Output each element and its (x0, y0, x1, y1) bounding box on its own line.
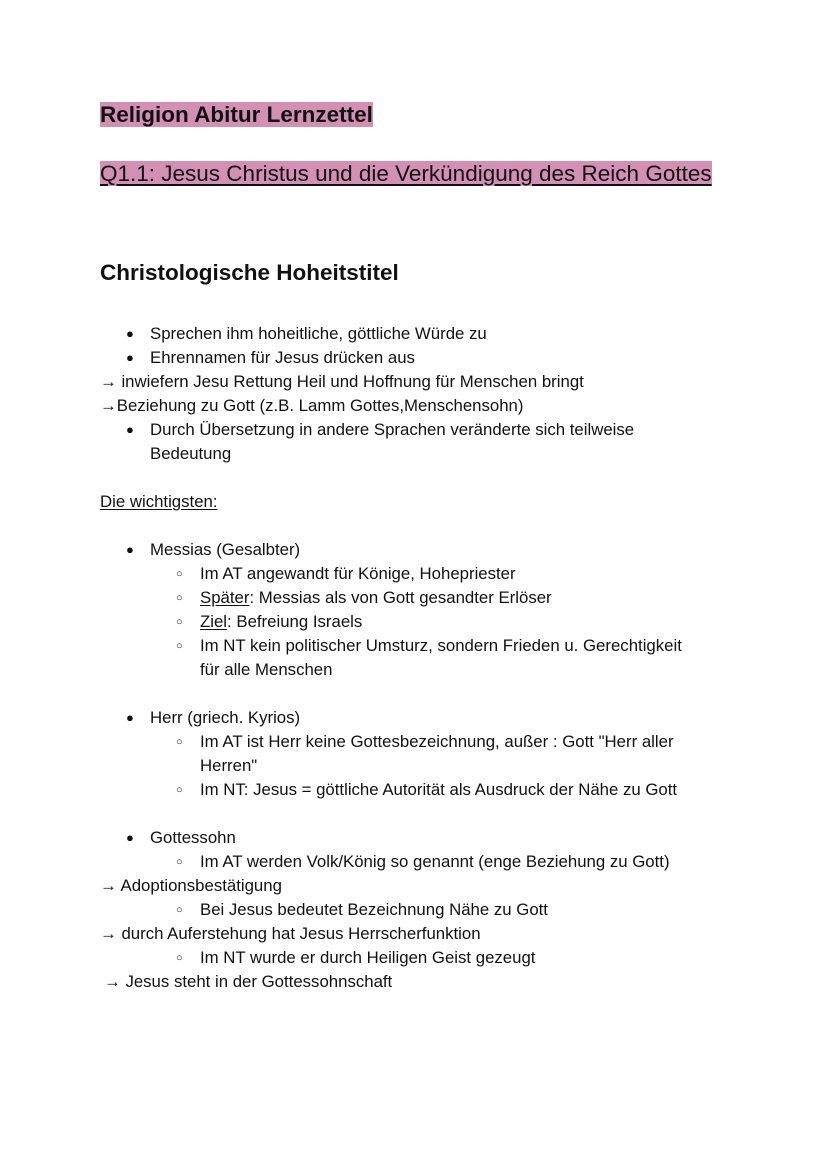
list-item: Durch Übersetzung in andere Sprachen veränderte sich teilweise (150, 420, 635, 439)
list-item: Ehrennamen für Jesus drücken aus (150, 348, 415, 367)
arrow-line: → Jesus steht in der Gottessohnschaft (104, 972, 393, 991)
arrow-line: → durch Auferstehung hat Jesus Herrscherfunktion (100, 924, 481, 943)
bullet-icon: ● (126, 422, 134, 437)
section-label: Die wichtigsten: (100, 492, 218, 511)
circle-bullet-icon: ○ (176, 952, 183, 964)
sub-item: Im NT wurde er durch Heiligen Geist gezeugt (200, 948, 536, 967)
circle-bullet-icon: ○ (176, 616, 183, 628)
sub-item-text: : Messias als von Gott gesandter Erlöser (249, 588, 552, 607)
arrow-line: →Beziehung zu Gott (z.B. Lamm Gottes,Menschensohn) (100, 396, 524, 415)
circle-bullet-icon: ○ (176, 568, 183, 580)
document-title (100, 98, 373, 132)
list-item: Sprechen ihm hoheitliche, göttliche Würde zu (150, 324, 487, 343)
gottessohn-label: Gottessohn (150, 828, 236, 847)
circle-bullet-icon: ○ (176, 904, 183, 916)
title-highlight: Religion Abitur Lernzettel (100, 102, 373, 127)
bullet-icon: ● (126, 830, 134, 845)
circle-bullet-icon: ○ (176, 592, 183, 604)
sub-item-continuation: für alle Menschen (200, 660, 333, 679)
circle-bullet-icon: ○ (176, 856, 183, 868)
sub-item (200, 610, 362, 634)
sub-item: Im NT kein politischer Umsturz, sondern Frieden u. Gerechtigkeit (200, 636, 682, 655)
herr-label: Herr (griech. Kyrios) (150, 708, 301, 727)
messias-label: Messias (Gesalbter) (150, 540, 301, 559)
section-heading: Christologische Hoheitstitel (100, 260, 399, 285)
bullet-icon: ● (126, 350, 134, 365)
arrow-line: → inwiefern Jesu Rettung Heil und Hoffnung für Menschen bringt (100, 372, 584, 391)
sub-item: Im NT: Jesus = göttliche Autorität als Ausdruck der Nähe zu Gott (200, 780, 678, 799)
sub-item-label: Ziel (200, 612, 228, 631)
bullet-icon: ● (126, 326, 134, 341)
sub-item: Im AT werden Volk/König so genannt (enge Beziehung zu Gott) (200, 852, 670, 871)
arrow-line: → Adoptionsbestätigung (100, 876, 282, 895)
circle-bullet-icon: ○ (176, 784, 183, 796)
list-item-continuation: Bedeutung (150, 444, 232, 463)
sub-item-text: : Befreiung Israels (227, 612, 363, 631)
circle-bullet-icon: ○ (176, 640, 183, 652)
sub-item: Im AT angewandt für Könige, Hohepriester (200, 564, 516, 583)
circle-bullet-icon: ○ (176, 736, 183, 748)
bullet-icon: ● (126, 542, 134, 557)
sub-item: Im AT ist Herr keine Gottesbezeichnung, außer : Gott "Herr aller (200, 732, 674, 751)
subtitle-highlight: Q1.1: Jesus Christus und die Verkündigung des Reich Gottes (100, 161, 712, 186)
bullet-icon: ● (126, 710, 134, 725)
sub-item (200, 586, 552, 610)
document-subtitle (100, 157, 740, 191)
sub-item: Bei Jesus bedeutet Bezeichnung Nähe zu Gott (200, 900, 548, 919)
sub-item-continuation: Herren" (200, 756, 258, 775)
sub-item-label: Später (200, 588, 250, 607)
